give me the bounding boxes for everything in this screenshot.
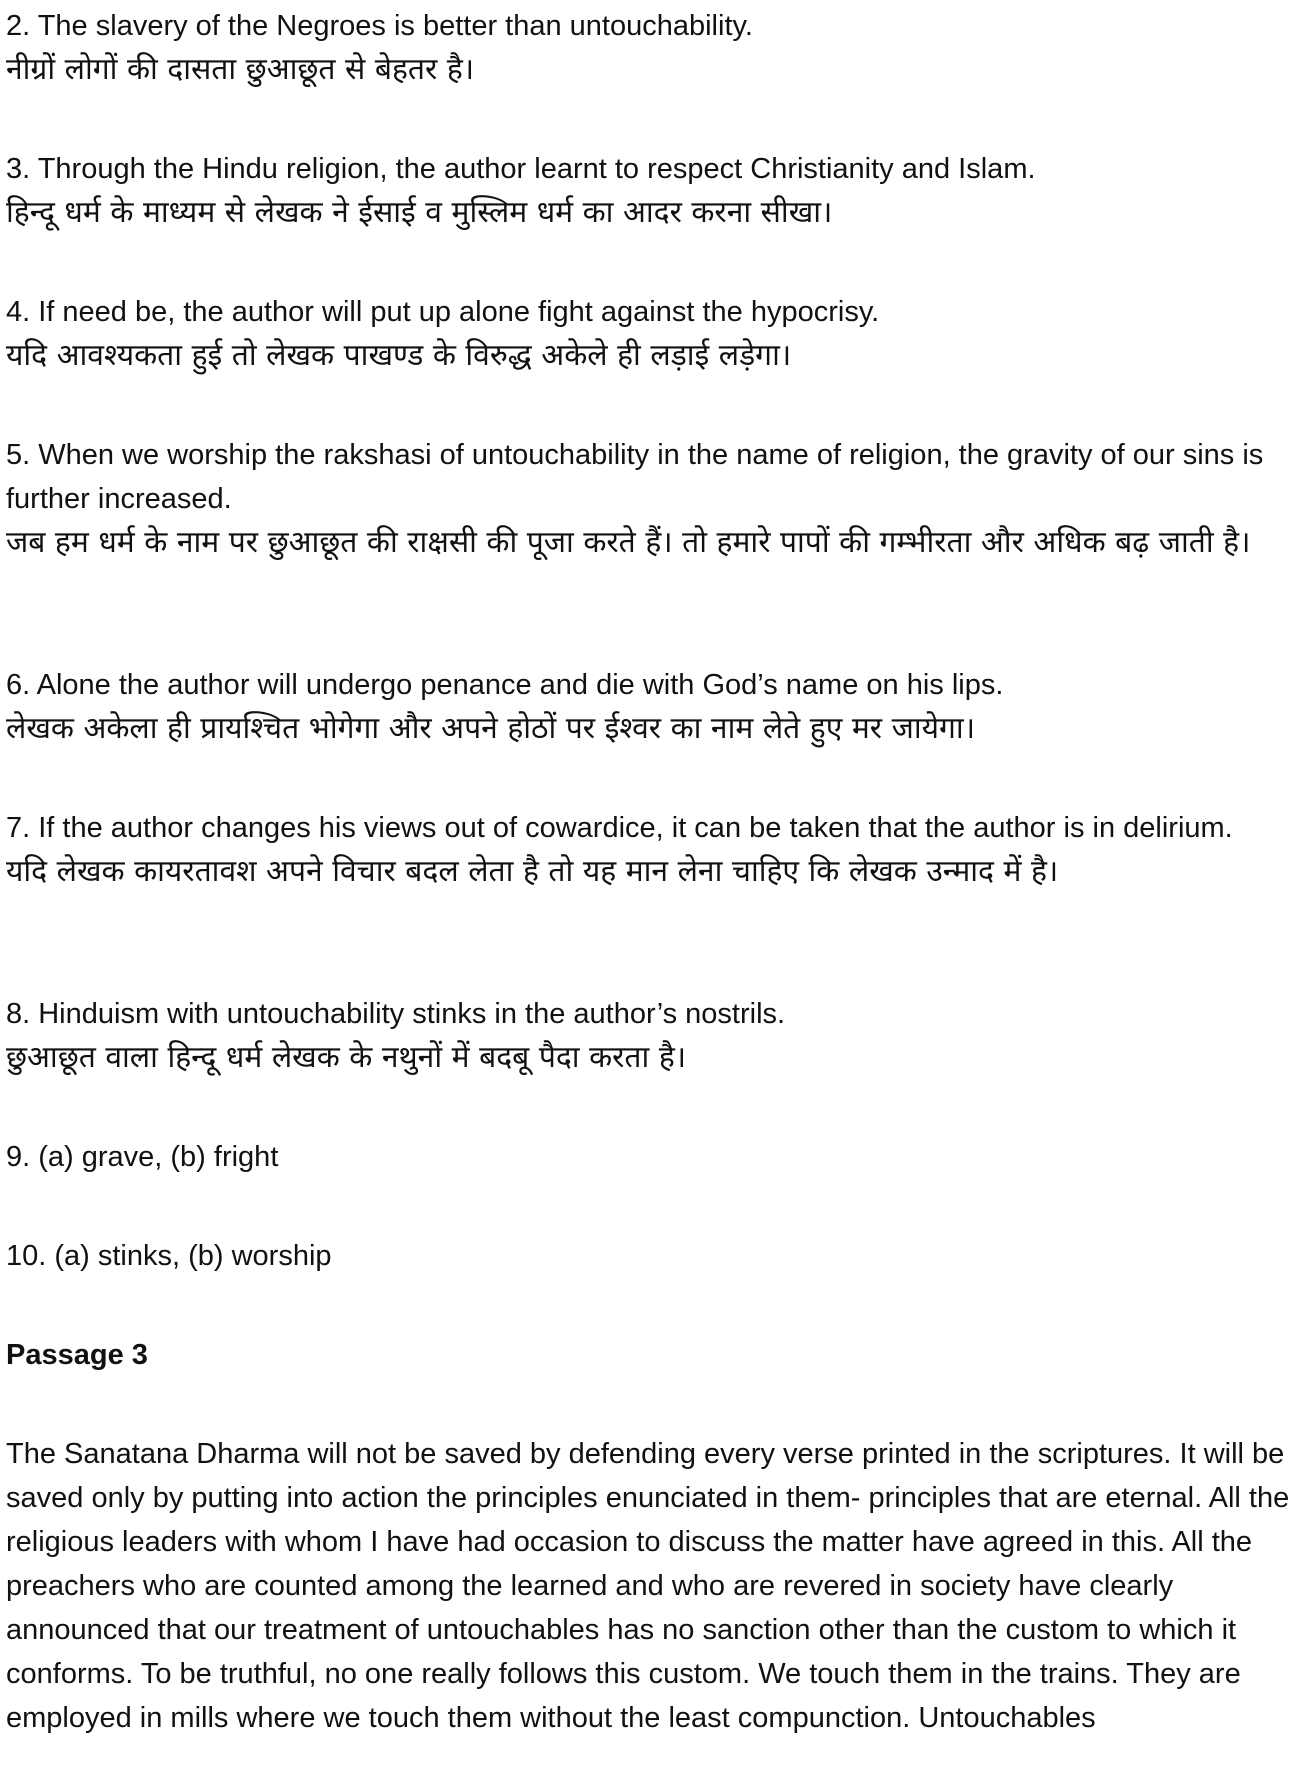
answer-8: [6, 992, 1303, 1080]
answer-6: [6, 663, 1303, 751]
passage-heading: [6, 1333, 1303, 1377]
answer-8-hindi: छुआछूत वाला हिन्दू धर्म लेखक के नथुनों में बदबू पैदा करता है।: [6, 1040, 687, 1075]
answer-5-hindi: जब हम धर्म के नाम पर छुआछूत की राक्षसी की पूजा करते हैं। तो हमारे पापों की गम्भीरता और अधिक बढ़ जाती है।: [6, 525, 1251, 560]
answer-7-hindi: यदि लेखक कायरतावश अपने विचार बदल लेता है तो यह मान लेना चाहिए कि लेखक उन्माद में है।: [6, 854, 1059, 889]
answer-8-english: 8. Hinduism with untouchability stinks in the author’s nostrils.: [6, 998, 786, 1030]
answer-4: [6, 290, 1303, 378]
answer-10: [6, 1234, 1303, 1278]
answer-4-english: 4. If need be, the author will put up alone fight against the hypocrisy.: [6, 296, 880, 328]
answer-3: [6, 147, 1303, 235]
answer-9: [6, 1135, 1303, 1179]
answer-3-english: 3. Through the Hindu religion, the author learnt to respect Christianity and Islam.: [6, 153, 1036, 185]
passage-title: Passage 3: [6, 1339, 148, 1371]
answer-7-english: 7. If the author changes his views out of cowardice, it can be taken that the author is in delirium.: [6, 812, 1233, 844]
answer-10-text: 10. (a) stinks, (b) worship: [6, 1240, 332, 1272]
answer-9-text: 9. (a) grave, (b) fright: [6, 1141, 279, 1173]
answer-6-english: 6. Alone the author will undergo penance and die with God’s name on his lips.: [6, 669, 1004, 701]
answer-4-hindi: यदि आवश्यकता हुई तो लेखक पाखण्ड के विरुद्ध अकेले ही लड़ाई लड़ेगा।: [6, 338, 792, 373]
answer-6-hindi: लेखक अकेला ही प्रायश्चित भोगेगा और अपने होठों पर ईश्वर का नाम लेते हुए मर जायेगा।: [6, 711, 976, 746]
answer-2-hindi: नीग्रों लोगों की दासता छुआछूत से बेहतर है।: [6, 52, 475, 87]
answer-7: [6, 806, 1303, 894]
answer-3-hindi: हिन्दू धर्म के माध्यम से लेखक ने ईसाई व मुस्लिम धर्म का आदर करना सीखा।: [6, 195, 833, 230]
answer-2-english: 2. The slavery of the Negroes is better than untouchability.: [6, 10, 753, 42]
passage-body: [6, 1432, 1303, 1740]
passage-paragraph: The Sanatana Dharma will not be saved by defending every verse printed in the scriptures. It will be saved only by putting into action the principles enunciated in them- principles that are eternal. All the religious leaders with whom I have had occasion to discuss the matter have agreed in this. All the preachers who are counted among the learned and who are revered in society have clearly announced that our treatment of untouchables has no sanction other than the custom to which it conforms. To be truthful, no one really follows this custom. We touch them in the trains. They are employed in mills where we touch them without the least compunction. Untouchables: [6, 1438, 1290, 1734]
answer-5-english: 5. When we worship the rakshasi of untouchability in the name of religion, the gravity of our sins is further increased.: [6, 439, 1264, 515]
answer-2: [6, 4, 1303, 92]
answer-5: [6, 433, 1303, 565]
